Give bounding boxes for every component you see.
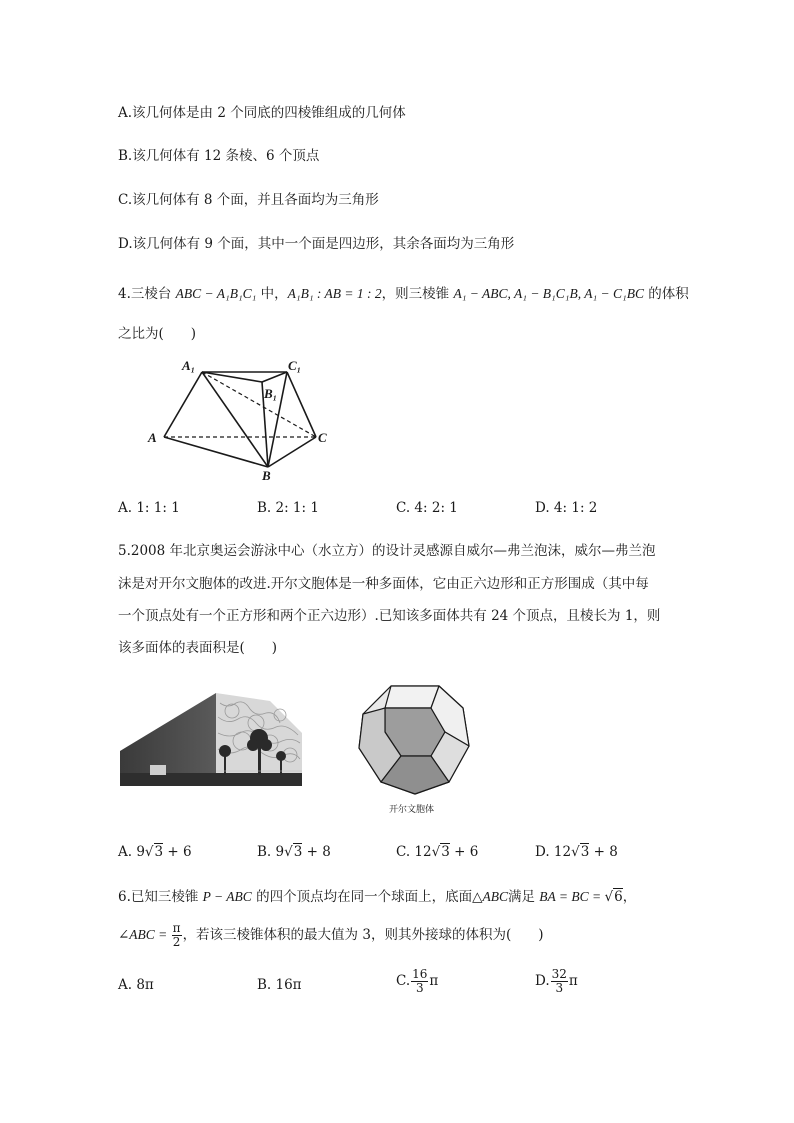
- q4-stem-line2: 之比为( ): [118, 326, 197, 342]
- label-a1: A₁: [182, 358, 196, 373]
- fraction-numerator: 32: [551, 967, 567, 981]
- q4-stem-text: 的体积: [643, 286, 689, 302]
- q4-stem-text: 中，: [256, 286, 288, 302]
- q5-stem-line1: 5.2008 年北京奥运会游泳中心（水立方）的设计灵感源自威尔—弗兰泡沫，威尔—弗兰泡: [118, 543, 656, 559]
- q4-stem-line1: [118, 284, 689, 304]
- q6-option-d: [535, 968, 578, 995]
- option-radicand: 3: [441, 844, 450, 860]
- q6-stem-text: 的四个顶点均在同一个球面上，底面△: [251, 889, 483, 905]
- q3-option-d: D.该几何体有 9 个面，其中一个面是四边形，其余各面均为三角形: [118, 236, 515, 252]
- q4-option-c: C. 4: 2: 1: [396, 500, 458, 516]
- fraction-denominator: 3: [415, 981, 424, 995]
- q6-triangle-name: ABC: [482, 889, 508, 904]
- fraction-numerator: 16: [412, 967, 428, 981]
- option-prefix: D.: [535, 973, 550, 989]
- label-a: A: [148, 430, 157, 445]
- label-c1: C₁: [288, 358, 302, 373]
- option-fraction: [551, 968, 568, 995]
- q3-option-b: B.该几何体有 12 条棱、6 个顶点: [118, 148, 320, 164]
- q5-stem-line2: 沫是对开尔文胞体的改进.开尔文胞体是一种多面体，它由正六边形和正方形围成（其中每: [118, 576, 649, 592]
- label-b1: B₁: [264, 386, 278, 401]
- q6-pyramid-name: P − ABC: [202, 889, 252, 904]
- water-cube-photo: [120, 693, 302, 786]
- q6-stem-text: ，若该三棱锥体积的最大值为 3，则其外接球的体积为( ): [182, 927, 544, 943]
- edge-a1-b: [202, 372, 268, 467]
- q6-angle-fraction: [172, 922, 182, 949]
- q4-option-d: D. 4: 1: 2: [535, 500, 598, 516]
- edge-a-b: [164, 437, 268, 467]
- q4-option-a: A. 1: 1: 1: [118, 500, 180, 516]
- fraction-numerator: π: [172, 921, 181, 935]
- q5-option-b: B. 9√3 + 8: [257, 844, 331, 860]
- q4-frustum-figure: [146, 354, 336, 483]
- fraction-denominator: 2: [172, 935, 181, 949]
- edge-b1-c1: [262, 372, 287, 382]
- q6-angle: ∠ABC =: [118, 927, 171, 942]
- fraction-denominator: 3: [555, 981, 564, 995]
- q6-option-b: B. 16π: [257, 977, 302, 993]
- option-suffix: π: [429, 973, 439, 989]
- q3-option-c: C.该几何体有 8 个面，并且各面均为三角形: [118, 192, 379, 208]
- q4-ratio: A₁B₁ : AB = 1 : 2: [287, 286, 382, 301]
- option-fraction: [411, 968, 428, 995]
- q5-option-d: D. 12√3 + 8: [535, 844, 618, 860]
- q5-option-a: A. 9√3 + 6: [118, 844, 192, 860]
- q3-option-a: A.该几何体是由 2 个同底的四棱锥组成的几何体: [118, 105, 406, 121]
- top-square-face: [385, 686, 439, 708]
- q4-option-b: B. 2: 1: 1: [257, 500, 319, 516]
- option-prefix: B. 9: [257, 844, 285, 860]
- q5-stem-line3: 一个顶点处有一个正方形和两个正六边形）.已知该多面体共有 24 个顶点，且棱长为 1，则: [118, 608, 661, 624]
- q6-stem-text: 6.已知三棱锥: [118, 889, 203, 905]
- q6-stem-text: 满足: [507, 889, 540, 905]
- kelvin-cell-figure: [357, 684, 471, 796]
- q6-option-a: A. 8π: [118, 977, 154, 993]
- option-radicand: 3: [293, 844, 303, 860]
- kelvin-cell-caption: 开尔文胞体: [389, 805, 435, 815]
- option-suffix: + 6: [449, 844, 479, 860]
- q4-stem-text: 4.三棱台: [118, 286, 176, 302]
- q5-option-c: C. 12√3 + 6: [396, 844, 479, 860]
- edge-c1-c: [287, 372, 316, 437]
- option-prefix: D. 12: [535, 844, 572, 860]
- option-radicand: 3: [580, 844, 590, 860]
- option-prefix: C. 12: [396, 844, 432, 860]
- option-radicand: 3: [154, 844, 164, 860]
- q6-radicand: 6: [614, 889, 623, 905]
- q6-equality: BA = BC =: [539, 889, 605, 904]
- option-suffix: + 8: [589, 844, 618, 860]
- q6-stem-text: ，: [622, 889, 637, 905]
- q6-stem-line2: [118, 922, 543, 949]
- q4-stem-text: ，则三棱锥: [381, 286, 454, 302]
- q5-stem-line4: 该多面体的表面积是( ): [118, 640, 278, 656]
- edge-b-c: [268, 437, 316, 467]
- option-prefix: A. 9: [118, 844, 145, 860]
- q4-frustum-name: ABC − A₁B₁C₁: [175, 286, 257, 301]
- option-suffix: + 6: [163, 844, 192, 860]
- label-c: C: [318, 430, 327, 445]
- q6-option-c: [396, 968, 438, 995]
- option-suffix: + 8: [302, 844, 331, 860]
- option-prefix: C.: [396, 973, 411, 989]
- q6-stem-line1: 6.已知三棱锥 P − ABC 的四个顶点均在同一个球面上，底面△ABC满足 BA = BC = √6，: [118, 889, 637, 905]
- q4-pyramids: A₁ − ABC, A₁ − B₁C₁B, A₁ − C₁BC: [453, 286, 644, 301]
- label-b: B: [262, 468, 271, 483]
- option-suffix: π: [568, 973, 578, 989]
- edge-a1-a: [164, 372, 202, 437]
